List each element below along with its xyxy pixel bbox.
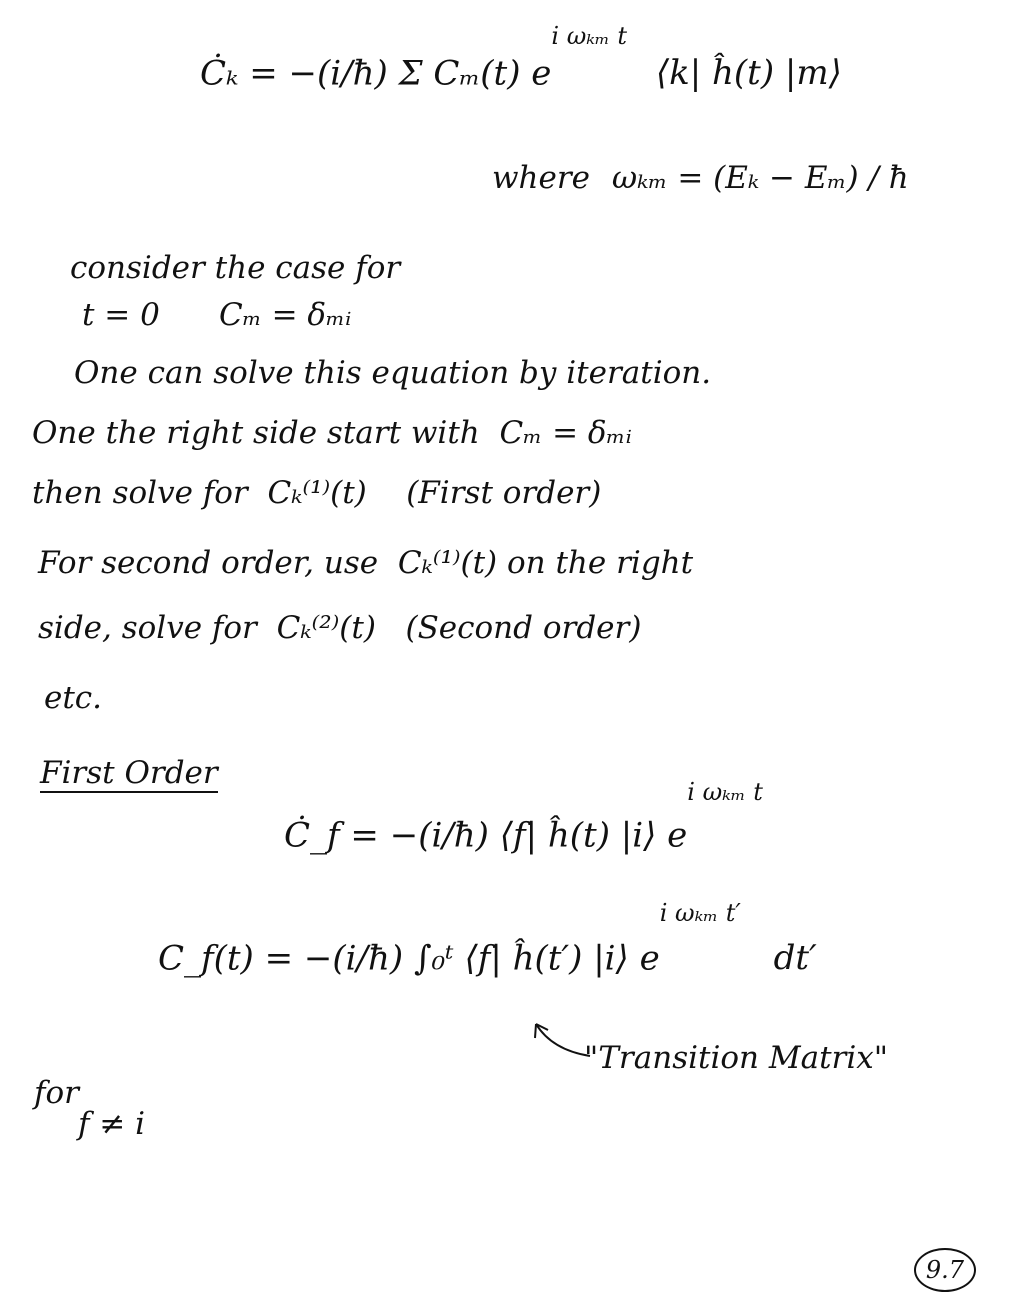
condition: f ≠ i [78, 1106, 146, 1142]
eq4-body: C_f(t) = −(i/ħ) ∫₀ᵗ ⟨f| ĥ(t′) |i⟩ e [158, 938, 660, 979]
eq1-lhs: Ċₖ = [200, 53, 278, 94]
eq1-bracket: ⟨k| ĥ(t) |m⟩ [655, 53, 842, 94]
equation-2 [492, 160, 909, 196]
for-label: for [34, 1075, 79, 1111]
line-solve-second: side, solve for Cₖ⁽²⁾(t) (Second order) [38, 610, 642, 646]
eq1-exponent: i ωₖₘ t [551, 22, 628, 50]
eq3-exponent: i ωₖₘ t [687, 778, 763, 806]
first-order-heading: First Order [40, 755, 218, 791]
eq4-tail: dt′ [773, 938, 817, 979]
line-consider: consider the case for [70, 250, 401, 286]
eq3-body: Ċ_f = −(i/ħ) ⟨f| ĥ(t) |i⟩ e [284, 815, 688, 856]
page-number: 9.7 [914, 1248, 976, 1292]
line-etc: etc. [44, 680, 103, 716]
line-iteration: One can solve this equation by iteration. [74, 355, 712, 391]
line-second-order: For second order, use Cₖ⁽¹⁾(t) on the right [38, 545, 694, 581]
line-right-side: One the right side start with Cₘ = δₘᵢ [32, 415, 632, 451]
line-first-order: then solve for Cₖ⁽¹⁾(t) (First order) [32, 475, 602, 511]
line-initial-condition: t = 0 Cₘ = δₘᵢ [82, 297, 352, 333]
eq1-rhs: −(i/ħ) Σ Cₘ(t) e [288, 53, 552, 94]
eq2-where: where [492, 160, 591, 196]
eq4-exponent: i ωₖₘ t′ [659, 899, 741, 927]
transition-matrix-annotation: "Transition Matrix" [584, 1040, 889, 1076]
eq2-text: ωₖₘ = (Eₖ − Eₘ) / ħ [611, 160, 909, 196]
